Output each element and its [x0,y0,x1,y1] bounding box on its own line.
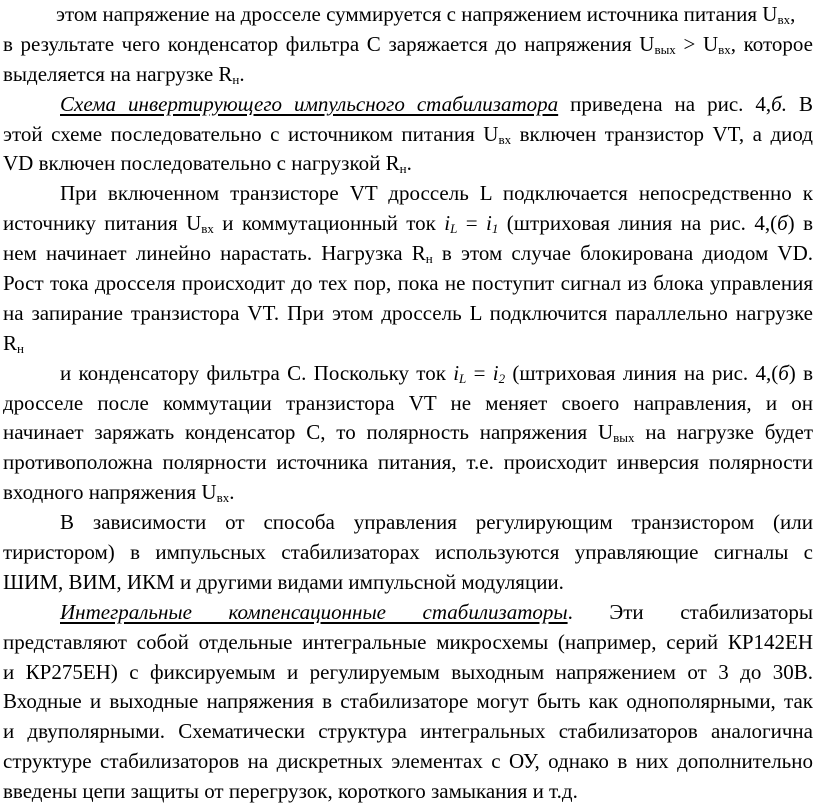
paragraph-5-line-3: ШИМ, ВИМ, ИКМ и другими видами импульсной модуляции. [3,569,564,594]
paragraph-3-line-1: При включенном транзисторе VT дроссель L подключается непосредственно к [60,181,813,206]
section-heading-integral: Интегральные компенсационные стабилизаторы [60,599,568,624]
paragraph-5-line-2: тиристором) в импульсных стабилизаторах используются управляющие сигналы с [3,540,813,565]
document-page [3,0,813,807]
paragraph-4-line-4: противоположна полярности источника питания, т.е. происходит инверсия полярности [3,450,813,475]
paragraph-4-line-2: дросселе после коммутации транзистора VT не меняет своего направления, и он [3,390,813,415]
paragraph-3-line-3: нем начинает линейно нарастать. Нагрузка $R_н$ в этом случае блокирована диодом VD. [3,241,813,267]
paragraph-2-line-3: VD включен последовательно с нагрузкой $R_н$. [3,151,412,177]
paragraph-1-line-3: выделяется на нагрузке $R_н$. [3,61,245,87]
paragraph-3-line-6: $R_н$ [3,330,24,356]
paragraph-6-line-2: представляют собой отдельные интегральные микросхемы (например, серий КР142ЕН [3,629,813,654]
paragraph-6-line-1: Интегральные компенсационные стабилизаторы. Эти стабилизаторы [60,599,814,624]
paragraph-2-line-2: этой схеме последовательно с источником питания $U_{вх}$ включен транзистор VT, а диод [3,121,813,147]
section-heading-inverting: Схема инвертирующего импульсного стабилизатора [60,91,559,116]
paragraph-1-line-1: этом напряжение на дросселе суммируется с напряжением источника питания $U_{вх}$, [56,2,796,27]
paragraph-4-line-1: и конденсатору фильтра С. Поскольку ток $i_L = i_2$ (штриховая линия на рис. 4,(б) в [60,360,813,386]
paragraph-2-line-1: Схема инвертирующего импульсного стабилизатора приведена на рис. 4,б. В [60,91,813,116]
paragraph-6-line-3: и КР275ЕН) с фиксируемым и регулируемым выходным напряжением от 3 до 30В. [3,659,813,684]
paragraph-3-line-4: Рост тока дросселя происходит до тех пор, пока не поступит сигнал из блока управления [3,271,813,296]
paragraph-6-line-7: введены цепи защиты от перегрузок, короткого замыкания и т.д. [3,779,578,804]
paragraph-4-line-3: начинает заряжать конденсатор С, то полярность напряжения $U_{вых}$ на нагрузке будет [3,420,813,446]
paragraph-6-line-6: структуре стабилизаторов на дискретных элементах с ОУ, однако в них дополнительно [3,749,813,774]
paragraph-3-line-2: источнику питания $U_{вх}$ и коммутационный ток $i_L = i_1$ (штриховая линия на рис. 4,(б) в [3,211,813,237]
paragraph-1-line-2: в результате чего конденсатор фильтра С заряжается до напряжения $U_{вых} > U_{вх}$, которое [3,31,813,57]
paragraph-3-line-5: на запирание транзистора VT. При этом дроссель L подключится параллельно нагрузке [3,300,813,325]
paragraph-6-line-4: Входные и выходные напряжения в стабилизаторе могут быть как однополярными, так [3,689,813,714]
paragraph-6-line-5: и двуполярными. Схематически структура интегральных стабилизаторов аналогична [3,719,813,744]
paragraph-4-line-5: входного напряжения $U_{вх}$. [3,480,235,506]
paragraph-5-line-1: В зависимости от способа управления регулирующим транзистором (или [60,510,813,535]
